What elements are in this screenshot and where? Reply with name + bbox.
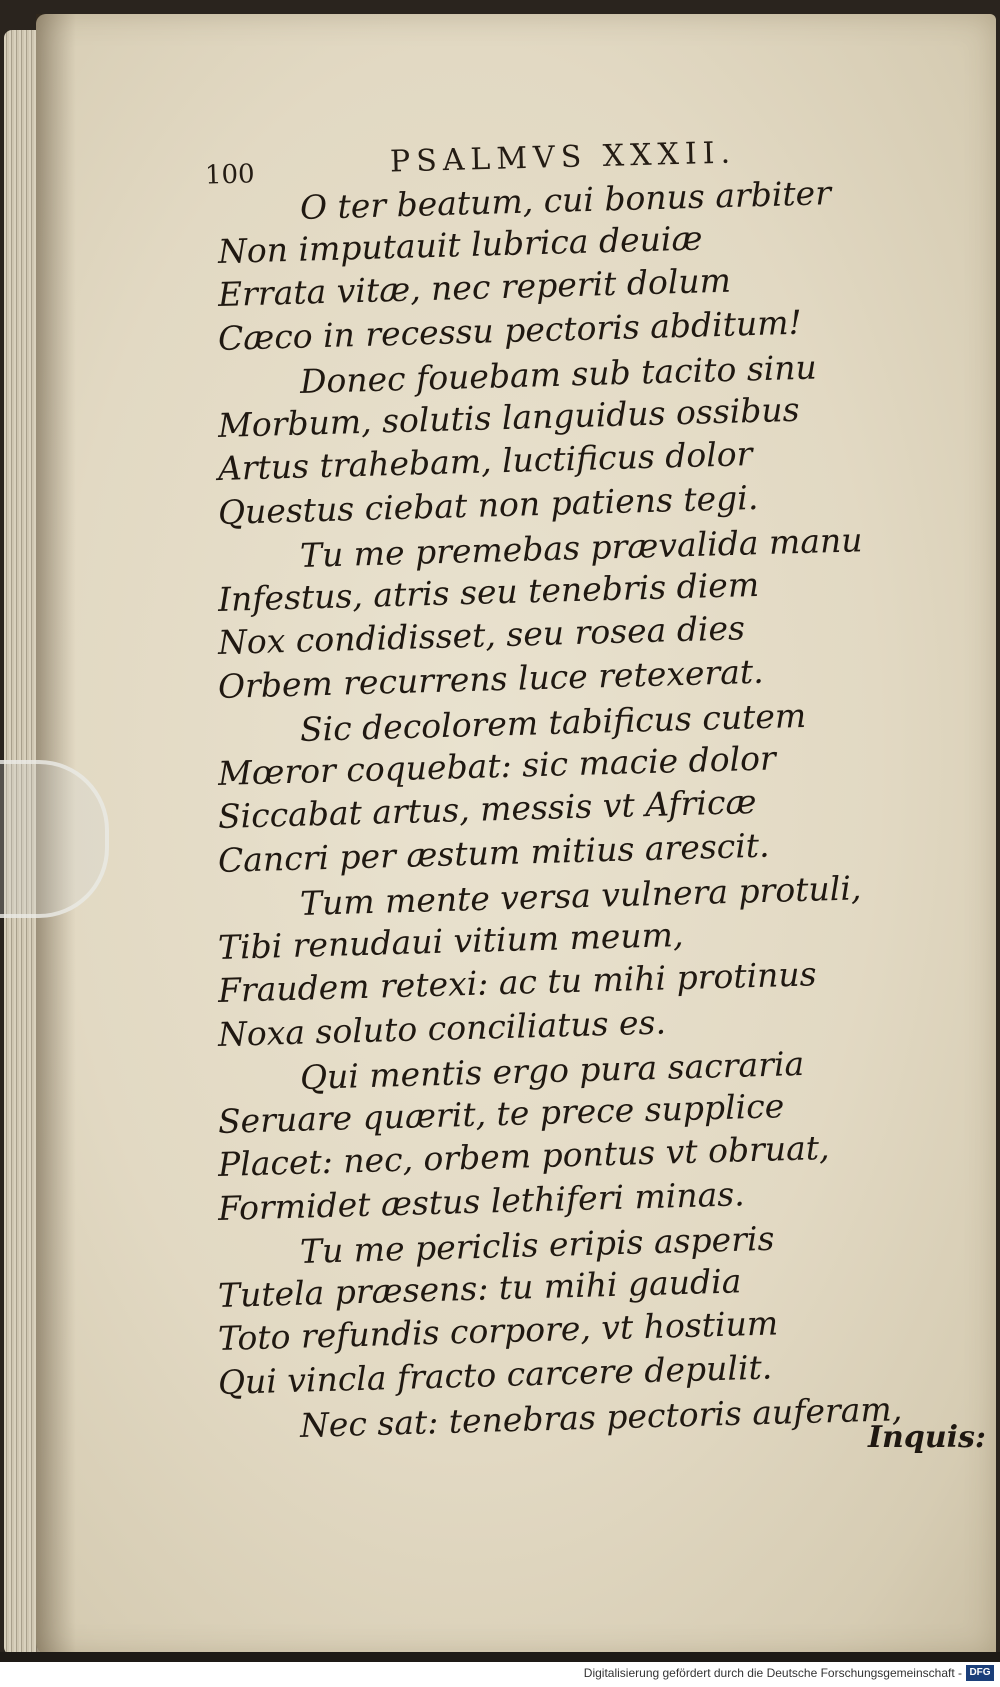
verse-line: Qui mentis ergo pura sacraria [299, 1043, 805, 1097]
verse-line: Seruare quærit, te prece supplice [217, 1085, 785, 1141]
verse-line: Nec sat: tenebras pectoris auferam, [299, 1389, 903, 1445]
verse-line: Questus ciebat non patiens tegi. [217, 477, 759, 532]
verse-line: Artus trahebam, luctificus dolor [217, 434, 753, 488]
verse-line: Nox condidisset, seu rosea dies [217, 608, 746, 662]
verse-line: Errata vitæ, nec reperit dolum [217, 260, 732, 314]
page-number: 100 [204, 159, 256, 191]
verse-line: Noxa soluto conciliatus es. [217, 1001, 667, 1054]
verse-line: Tu me premebas prævalida manu [299, 520, 863, 575]
footer-credit: Digitalisierung gefördert durch die Deutsche Forschungsgemeinschaft - [583, 1666, 962, 1680]
verse-line: Sic decolorem tabificus cutem [299, 695, 807, 749]
verse-line: O ter beatum, cui bonus arbiter [299, 173, 832, 227]
verse-line: Tutela præsens: tu mihi gaudia [217, 1260, 742, 1315]
dfg-logo: DFG [966, 1665, 994, 1681]
footer-bar [0, 1662, 1000, 1687]
verse-line: Tum mente versa vulnera protuli, [299, 868, 862, 923]
verse-line: Qui vincla fracto carcere depulit. [217, 1347, 773, 1402]
verse-line: Morbum, solutis languidus ossibus [217, 389, 801, 445]
verse-line: Tu me periclis eripis asperis [299, 1218, 775, 1271]
verse-line: Orbem recurrens luce retexerat. [217, 651, 765, 706]
verse-line: Non imputauit lubrica deuiæ [217, 217, 703, 271]
running-head: PSALMVS XXXII. [389, 135, 737, 180]
verse-line: Infestus, atris seu tenebris diem [217, 564, 760, 619]
verse-line: Placet: nec, orbem pontus vt obruat, [217, 1127, 830, 1184]
verse-line: Toto refundis corpore, vt hostium [217, 1303, 779, 1358]
verse-line: Donec fouebam sub tacito sinu [299, 347, 818, 401]
catchword: Inquis: [868, 1420, 986, 1455]
verse-line: Mœror coquebat: sic macie dolor [217, 737, 777, 793]
verse-line: Fraudem retexi: ac tu mihi protinus [217, 954, 818, 1010]
verse-line: Cancri per æstum mitius arescit. [217, 825, 771, 880]
verse-line: Formidet æstus lethiferi minas. [217, 1173, 746, 1228]
verse-line: Cæco in recessu pectoris abditum! [217, 302, 803, 358]
verse-line: Tibi renudaui vitium meum, [217, 914, 684, 967]
verse-line: Siccabat artus, messis vt Africæ [217, 781, 757, 836]
